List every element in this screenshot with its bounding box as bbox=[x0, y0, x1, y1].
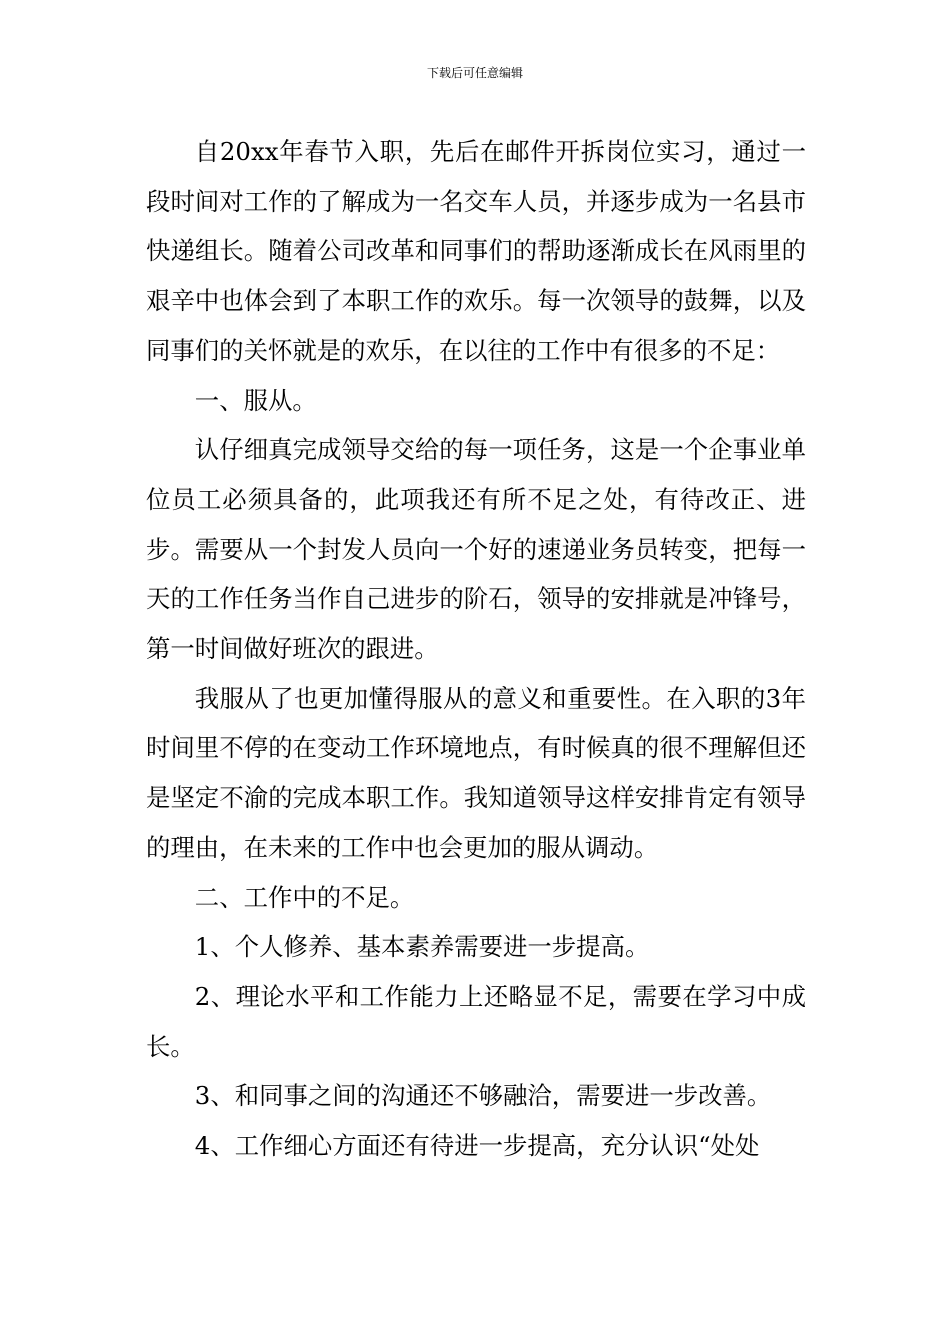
list-item-shortcoming-4: 4、工作细心方面还有待进一步提高，充分认识“处处 bbox=[194, 1131, 760, 1161]
list-item-shortcoming-2: 2、理论水平和工作能力上还略显不足，需要在学习中成长。 bbox=[146, 981, 806, 1061]
paragraph-obedience-meaning: 我服从了也更加懂得服从的意义和重要性。在入职的3年时间里不停的在变动工作环境地点，有时候真的很不理解但还是坚定不渝的完成本职工作。我知道领导这样安排肯定有领导的理由，在未来的工作中也会更加的服从调动。 bbox=[146, 683, 806, 862]
paragraph-obedience-tasks: 认仔细真完成领导交给的每一项任务，这是一个企事业单位员工必须具备的，此项我还有所不足之处，有待改正、进步。需要从一个封发人员向一个好的速递业务员转变，把每一天的工作任务当作自己进步的阶石，领导的安排就是冲锋号，第一时间做好班次的跟进。 bbox=[146, 435, 806, 664]
list-item-shortcoming-1: 1、个人修养、基本素养需要进一步提高。 bbox=[194, 932, 650, 962]
page-header-note: 下载后可任意编辑 bbox=[426, 66, 523, 80]
section-heading-shortcomings: 二、工作中的不足。 bbox=[194, 882, 415, 912]
paragraph-intro: 自20xx年春节入职，先后在邮件开拆岗位实习，通过一段时间对工作的了解成为一名交车人员，并逐步成为一名县市快递组长。随着公司改革和同事们的帮助逐渐成长在风雨里的艰辛中也体会到了本职工作的欢乐。每一次领导的鼓舞，以及同事们的关怀就是的欢乐，在以往的工作中有很多的不足： bbox=[146, 137, 806, 365]
section-heading-obedience: 一、服从。 bbox=[194, 385, 317, 415]
list-item-shortcoming-3: 3、和同事之间的沟通还不够融洽，需要进一步改善。 bbox=[194, 1081, 772, 1111]
document-body bbox=[146, 127, 806, 1171]
